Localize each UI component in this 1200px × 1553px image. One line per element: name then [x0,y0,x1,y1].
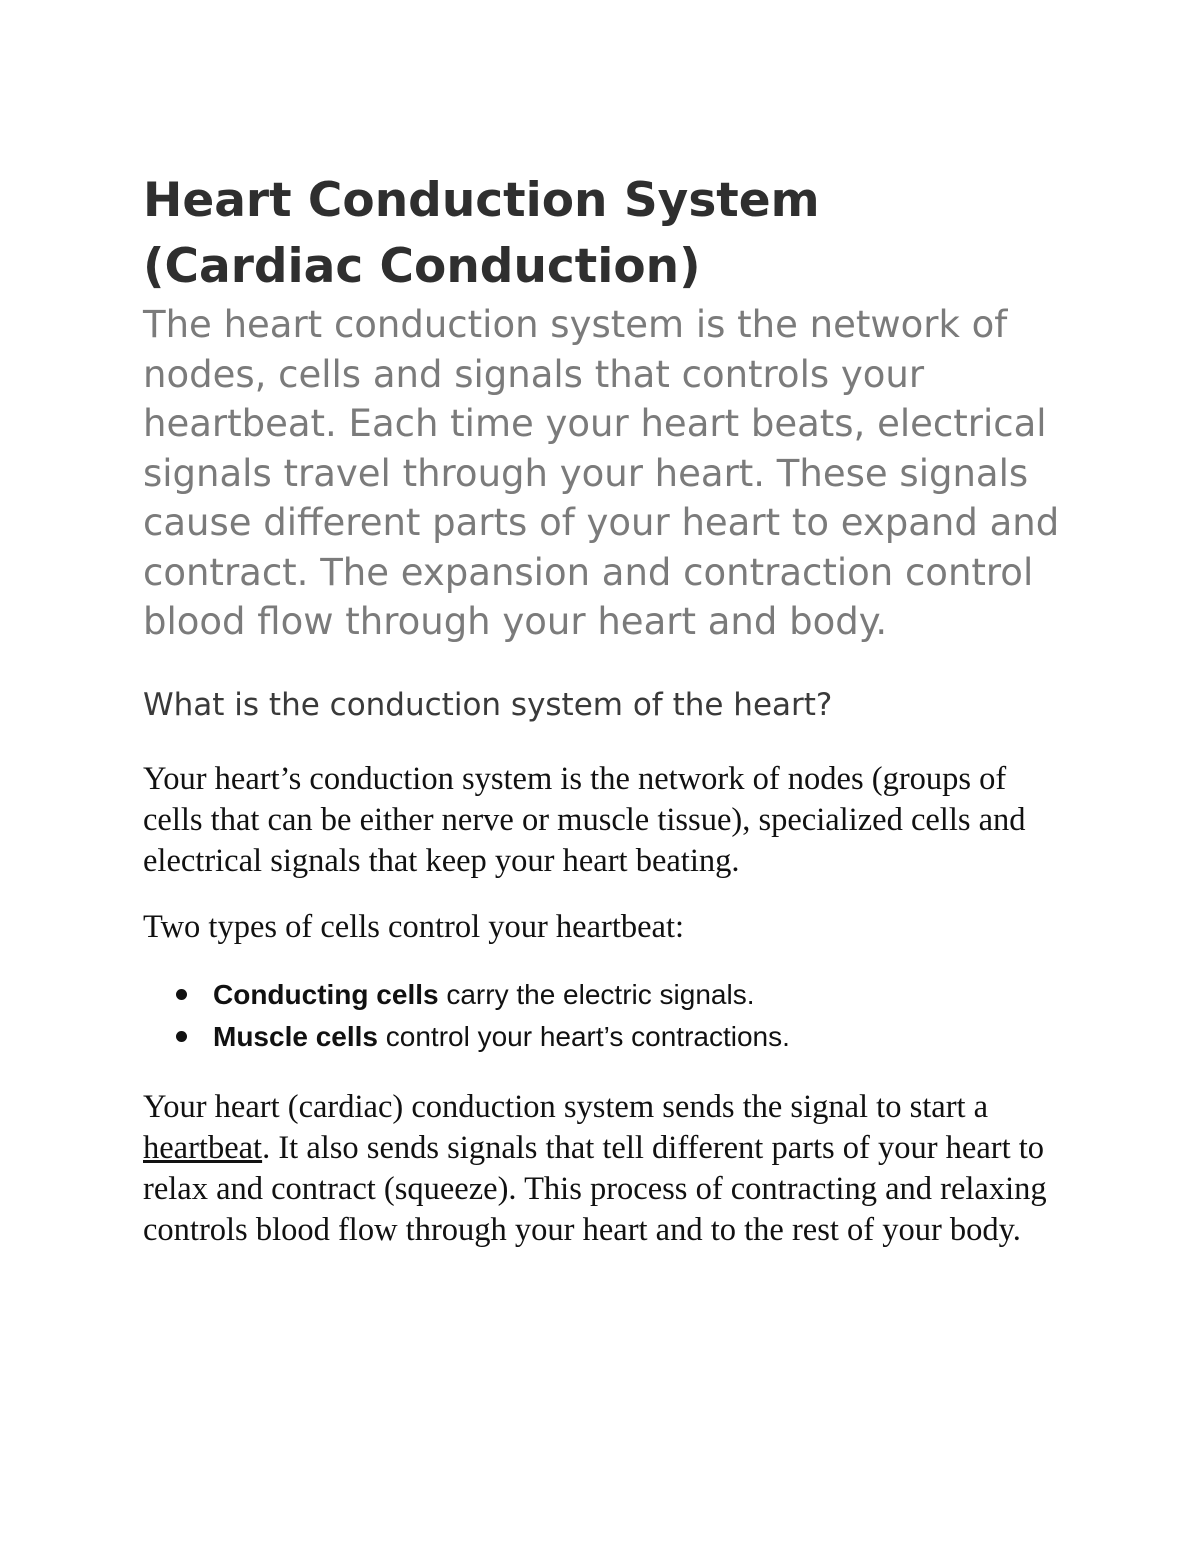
document-title [143,168,1063,300]
body-paragraph-2: Two types of cells control your heartbeat: [143,908,685,945]
list-item [143,1016,1103,1058]
body-paragraph-1: Your heart’s conduction system is the network of nodes (groups of cells that can be either nerve or muscle tissue), specialized cells and electrical signals that keep your heart beating. [143,760,1026,879]
paragraph-3-text-end: . It also sends signals that tell different parts of your heart to relax and contract (squeeze). This process of contracting and relaxing controls blood flow through your heart and to the rest of your body. [143,1129,1047,1248]
list-item-text: control your heart’s contractions. [377,1020,790,1052]
document-page [143,168,1103,1251]
cell-types-list [143,974,1103,1058]
list-item [143,974,1103,1016]
lead-paragraph: The heart conduction system is the network of nodes, cells and signals that controls your heartbeat. Each time your heart beats, electrical signals travel through your heart. These signals cause different parts of your heart to expand and contract. The expansion and contraction control blood flow through your heart and body. [143,303,1060,643]
list-item-term: Conducting cells [213,978,439,1010]
list-item-term: Muscle cells [213,1020,378,1052]
title-line-1: Heart Conduction System [143,173,820,228]
heartbeat-link[interactable]: heartbeat [143,1129,263,1166]
list-item-text: carry the electric signals. [438,978,755,1010]
body-paragraph-3 [143,1087,1063,1251]
bullet-icon [176,989,187,1000]
title-line-2: (Cardiac Conduction) [143,239,701,294]
section-heading: What is the conduction system of the heart? [143,686,833,723]
bullet-icon [176,1031,187,1042]
paragraph-3-text-start: Your heart (cardiac) conduction system sends the signal to start a [143,1088,989,1125]
